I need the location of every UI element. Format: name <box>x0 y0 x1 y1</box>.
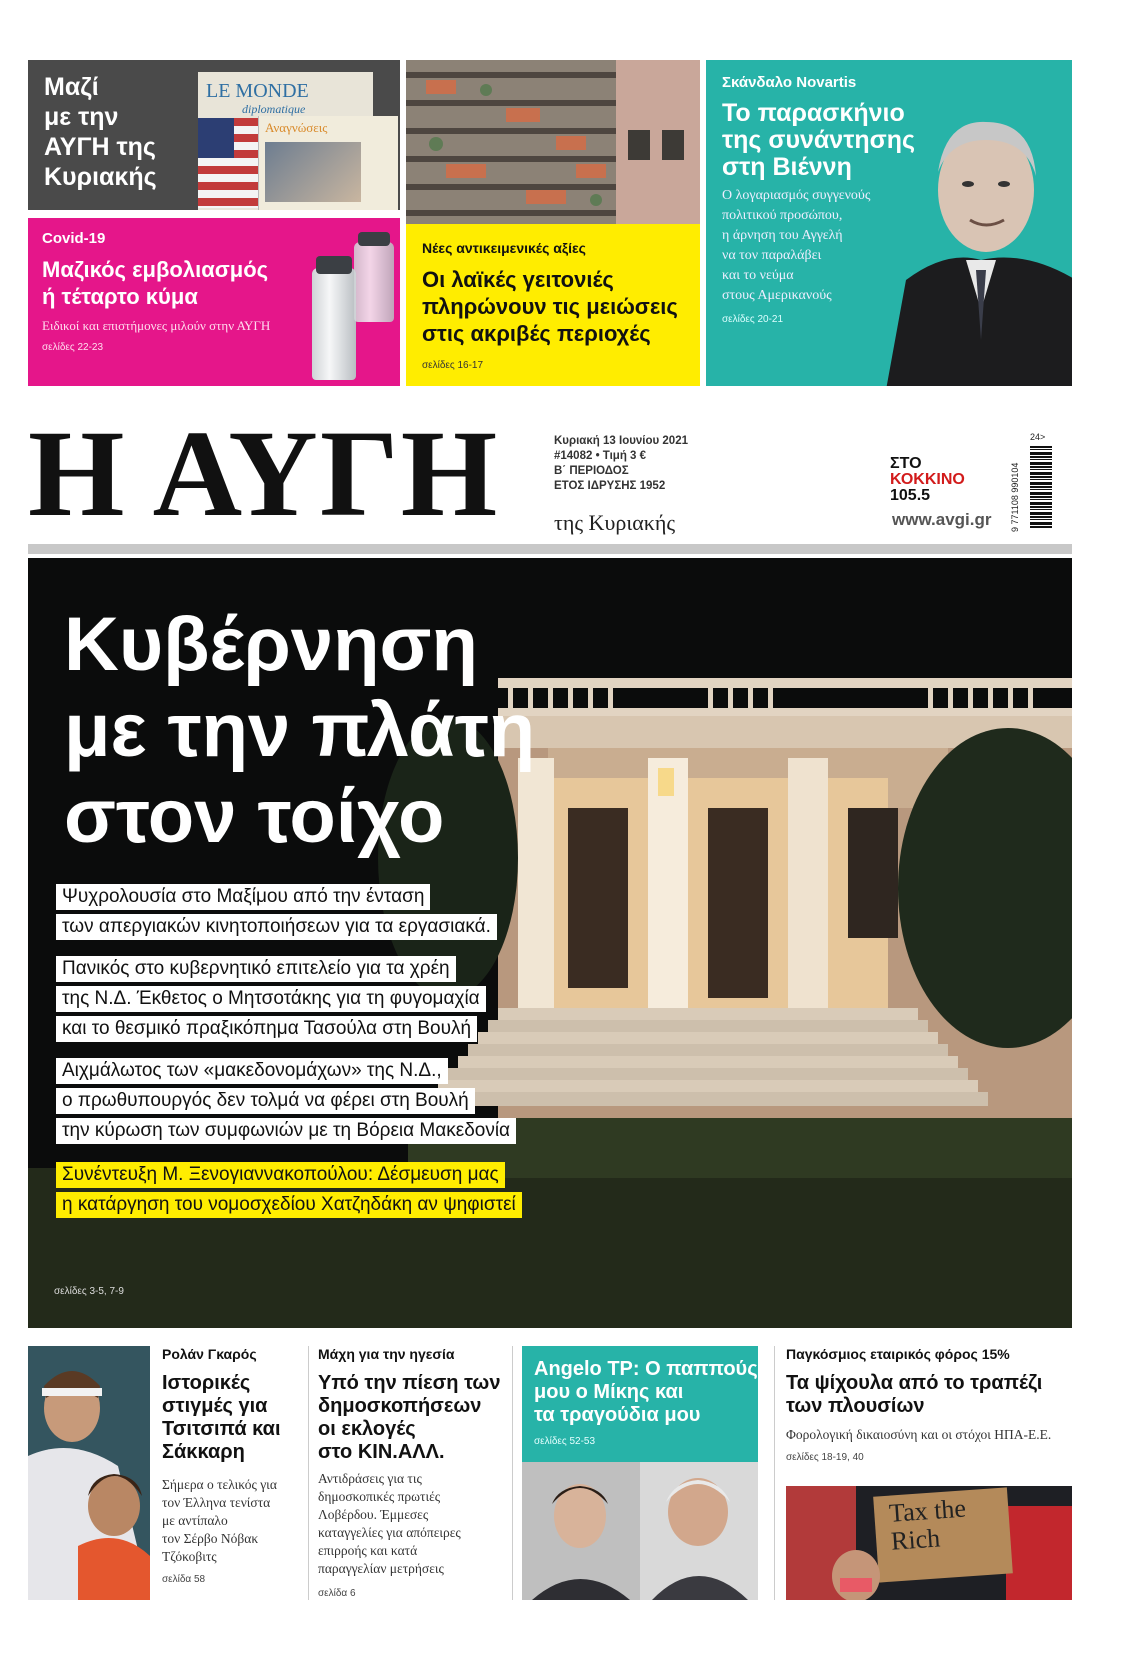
politician-portrait-image <box>886 80 1072 386</box>
neighborhood-pages: σελίδες 16-17 <box>422 360 484 371</box>
vaccine-vial-image <box>312 268 356 380</box>
tennis-players-photo <box>28 1346 150 1600</box>
covid-pages: σελίδες 22-23 <box>42 342 104 353</box>
promo-monde-diplomatique[interactable] <box>28 60 400 210</box>
main-story[interactable] <box>28 558 1072 1328</box>
novartis-headline: Το παρασκήνιο της συνάντησης στη Βιέννη <box>722 99 916 181</box>
covid-deck: Ειδικοί και επιστήμονες μιλούν στην ΑΥΓΗ <box>42 318 271 333</box>
vaccine-vial-image-2 <box>354 242 394 322</box>
promo-novartis[interactable] <box>706 60 1072 386</box>
tennis-pages: σελίδα 58 <box>162 1574 206 1585</box>
main-story-pages: σελίδες 3-5, 7-9 <box>54 1286 124 1297</box>
covid-kicker: Covid-19 <box>42 230 106 247</box>
anagnoseis-cover-image <box>265 142 361 202</box>
vaccine-vial-cap-2 <box>358 232 390 246</box>
sto-kokkino-radio-logo[interactable] <box>890 456 965 504</box>
angelo-mikis-illustration <box>522 1462 758 1600</box>
website-link[interactable]: www.avgi.gr <box>892 510 992 529</box>
barcode-addon: 24> <box>1030 432 1046 442</box>
novartis-pages: σελίδες 20-21 <box>722 314 784 325</box>
novartis-deck: Ο λογαριασμός συγγενούς πολιτικού προσώπου, η άρνηση του Αγγελή να τον παραλάβει και το νεύμα στους Αμερικανούς <box>722 188 871 303</box>
kinal-pages: σελίδα 6 <box>318 1588 356 1599</box>
novartis-kicker: Σκάνδαλο Novartis <box>722 74 857 91</box>
promo-neighborhoods[interactable] <box>406 224 700 386</box>
column-divider <box>308 1346 309 1600</box>
angelo-promo[interactable] <box>522 1346 758 1462</box>
tax-pages: σελίδες 18-19, 40 <box>786 1452 864 1463</box>
kinal-body: Αντιδράσεις για τις δημοσκοπικές πρωτιές Λοβέρδου. Έμμεσες καταγγελίες για απόπειρες επιρροής και κατά παραγγελίαν μετρήσεις <box>318 1471 461 1576</box>
interview-line-2[interactable]: η κατάργηση του νομοσχεδίου Χατζηδάκη αν ψηφιστεί <box>56 1192 522 1218</box>
angelo-and-mikis-photo <box>522 1462 758 1600</box>
apartment-buildings-illustration <box>406 60 700 224</box>
column-divider <box>774 1346 775 1600</box>
masthead-divider <box>28 544 1072 554</box>
monde-masthead-sub: diplomatique <box>242 102 306 116</box>
anagnoseis-cover <box>258 116 398 210</box>
promo-monde-title: Μαζί με την ΑΥΓΗ της Κυριακής <box>44 73 157 191</box>
tax-body: Φορολογική δικαιοσύνη και οι στόχοι ΗΠΑ-Ε.Ε. <box>786 1427 1052 1442</box>
deck-line-6: Αιχμάλωτος των «μακεδονομάχων» της Ν.Δ., <box>56 1058 448 1084</box>
angelo-pages: σελίδες 52-53 <box>534 1436 596 1447</box>
tax-kicker: Παγκόσμιος εταιρικός φόρος 15% <box>786 1346 1010 1362</box>
radio-logo-line3: 105.5 <box>890 487 931 504</box>
tax-the-rich-protest-photo <box>786 1486 1072 1600</box>
deck-line-8: την κύρωση των συμφωνιών με τη Βόρεια Μακεδονία <box>56 1118 516 1144</box>
barcode-image <box>1030 446 1052 528</box>
radio-logo-line1: ΣΤΟ <box>890 455 922 472</box>
masthead-subtitle: της Κυριακής <box>554 510 676 535</box>
main-headline: Κυβέρνηση με την πλάτη στον τοίχο <box>64 602 536 859</box>
tax-the-rich-sign-text: Tax the Rich <box>888 1493 967 1556</box>
kinal-kicker: Μάχη για την ηγεσία <box>318 1346 455 1362</box>
tennis-kicker: Ρολάν Γκαρός <box>162 1346 257 1362</box>
anagnoseis-masthead: Αναγνώσεις <box>265 120 328 135</box>
deck-line-1: Ψυχρολουσία στο Μαξίμου από την ένταση <box>56 884 430 910</box>
angelo-headline: Angelo TP: Ο παππούς μου ο Μίκης και τα τραγούδια μου <box>534 1358 758 1426</box>
issue-info: Κυριακή 13 Ιουνίου 2021 #14082 • Τιμή 3 € Β΄ ΠΕΡΙΟΔΟΣ ΕΤΟΣ ΙΔΡΥΣΗΣ 1952 <box>554 435 688 492</box>
covid-headline: Μαζικός εμβολιασμός ή τέταρτο κύμα <box>42 257 269 309</box>
tennis-headline[interactable]: Ιστορικές στιγμές για Τσιτσιπά και Σάκκαρη <box>162 1372 281 1463</box>
tennis-body: Σήμερα ο τελικός για τον Έλληνα τενίστα με αντίπαλο τον Σέρβο Νόβακ Τζόκοβιτς <box>162 1477 277 1564</box>
monde-masthead: LE MONDE <box>206 80 309 102</box>
kinal-headline[interactable]: Υπό την πίεση των δημοσκοπήσεων οι εκλογές στο ΚΙΝ.ΑΛΛ. <box>318 1372 501 1463</box>
neighborhood-headline: Οι λαϊκές γειτονιές πληρώνουν τις μειώσεις στις ακριβές περιοχές <box>422 267 678 346</box>
apartment-buildings-photo <box>406 60 700 224</box>
tax-headline[interactable]: Τα ψίχουλα από το τραπέζι των πλουσίων <box>786 1372 1043 1417</box>
neighborhood-kicker: Νέες αντικειμενικές αξίες <box>422 240 586 256</box>
deck-line-2: των απεργιακών κινητοποιήσεων για τα εργασιακά. <box>56 914 497 940</box>
deck-line-7: ο πρωθυπουργός δεν τολμά να φέρει στη Βουλή <box>56 1088 475 1114</box>
vaccine-vial-cap <box>316 256 352 274</box>
barcode-number: 9 771108 990104 <box>1010 462 1020 532</box>
radio-logo-line2: ΚΟΚΚΙΝΟ <box>890 471 965 488</box>
deck-line-3: Πανικός στο κυβερνητικό επιτελείο για τα χρέη <box>56 956 456 982</box>
tennis-players-illustration <box>28 1346 150 1600</box>
promo-covid[interactable] <box>28 218 400 386</box>
deck-line-4: της Ν.Δ. Έκθετος ο Μητσοτάκης για τη φυγομαχία <box>56 986 486 1012</box>
column-divider <box>512 1346 513 1600</box>
deck-line-5: και το θεσμικό πραξικόπημα Τασούλα στη Βουλή <box>56 1016 477 1042</box>
us-flag-canton <box>198 118 234 158</box>
masthead-title: Η ΑΥΓΗ <box>28 405 500 542</box>
interview-line-1[interactable]: Συνέντευξη Μ. Ξενογιαννακοπούλου: Δέσμευση μας <box>56 1162 505 1188</box>
